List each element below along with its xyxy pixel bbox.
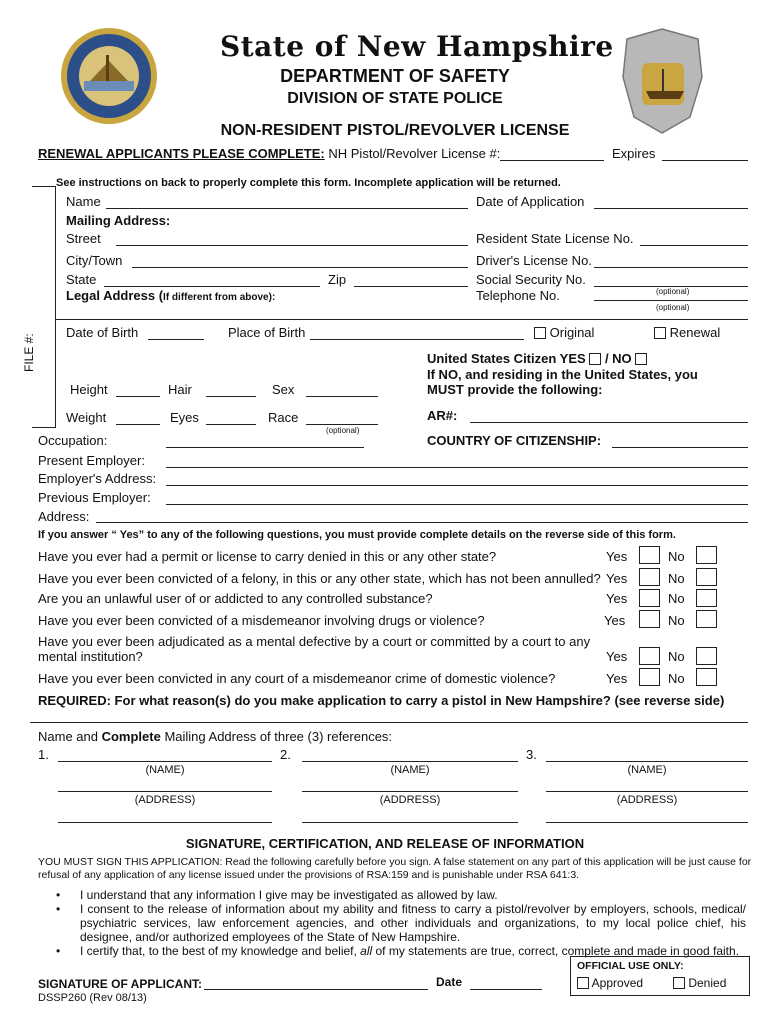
references-intro-a: Name and (38, 729, 102, 744)
signature-date-label: Date (436, 975, 463, 989)
q2-yes-box[interactable] (639, 568, 660, 586)
original-label: Original (549, 325, 595, 340)
approved-checkbox[interactable] (577, 977, 589, 989)
name-label: Name (66, 194, 101, 209)
references-intro-b: Complete (101, 729, 161, 744)
ar-field[interactable] (470, 422, 748, 423)
section-divider-1 (56, 319, 748, 320)
sex-field[interactable] (306, 396, 378, 397)
must-sign-line2: refusal of any application of any license issued under the provisions of RSA:159 and is punishable under RSA 641:3. (38, 869, 580, 881)
ref-3-address-field-2[interactable] (546, 822, 748, 823)
ref-1-address-caption: (ADDRESS) (134, 794, 196, 806)
height-label: Height (70, 382, 108, 397)
q3-no-label: No (668, 591, 685, 606)
certification-bullet-2: • I consent to the release of information about my ability and fitness to carry a pistol/revolver by employers, schools, medical/ psychiatric services, law enforcement agencies, and other individuals and organizations, to my local police chief, his designee, and/or authorized employees of the State of New Hampshire. (80, 902, 746, 944)
ref-2-address-field-2[interactable] (302, 822, 518, 823)
weight-field[interactable] (116, 424, 160, 425)
name-field[interactable] (106, 208, 468, 209)
street-field[interactable] (116, 245, 468, 246)
renewal-expires-label: Expires (612, 146, 656, 161)
question-4: Have you ever been convicted of a misdemeanor involving drugs or violence? (38, 613, 485, 628)
citizen-no-label: / NO (604, 351, 632, 366)
official-use-box (570, 956, 750, 996)
file-number-label: FILE #: (22, 333, 36, 372)
renewal-label: RENEWAL APPLICANTS PLEASE COMPLETE: (38, 146, 325, 161)
state-title: State of New Hampshire (220, 30, 614, 63)
ref-2-address-caption: (ADDRESS) (379, 794, 441, 806)
section-divider-2 (30, 722, 748, 723)
if-no-line2: MUST provide the following: (427, 382, 603, 397)
signature-field[interactable] (204, 989, 428, 990)
q3-yes-box[interactable] (639, 589, 660, 607)
required-reason: REQUIRED: For what reason(s) do you make application to carry a pistol in New Hampshire? (see reverse side) (38, 693, 725, 708)
telephone-optional-note: (optional) (656, 303, 690, 312)
original-option[interactable] (534, 325, 594, 340)
present-employer-field[interactable] (166, 467, 748, 468)
telephone-label: Telephone No. (476, 288, 560, 303)
resident-license-field[interactable] (640, 245, 748, 246)
height-field[interactable] (116, 396, 160, 397)
ref-3-address-caption: (ADDRESS) (616, 794, 678, 806)
renewal-option[interactable] (654, 325, 720, 340)
previous-employer-label: Previous Employer: (38, 490, 151, 505)
legal-address-note: If different from above): (163, 292, 276, 303)
denied-option[interactable] (673, 976, 726, 990)
certification-title: SIGNATURE, CERTIFICATION, AND RELEASE OF INFORMATION (185, 836, 585, 851)
ref-3-name-caption: (NAME) (627, 764, 667, 776)
pob-label: Place of Birth (228, 325, 306, 340)
question-2: Have you ever been convicted of a felony, in this or any other state, which has not been annulled? (38, 571, 601, 586)
ref-3-number: 3. (526, 747, 537, 762)
dob-label: Date of Birth (66, 325, 139, 340)
ref-1-name-caption: (NAME) (145, 764, 185, 776)
state-field[interactable] (104, 286, 320, 287)
citizen-no-checkbox[interactable] (635, 353, 647, 365)
original-checkbox[interactable] (534, 327, 546, 339)
previous-address-field[interactable] (96, 522, 748, 523)
q6-no-box[interactable] (696, 668, 717, 686)
references-intro-c: Mailing Address of three (3) references: (160, 729, 393, 744)
employer-address-label: Employer's Address: (38, 471, 157, 486)
citizen-row (427, 351, 647, 366)
question-3: Are you an unlawful user of or addicted to any controlled substance? (38, 591, 433, 606)
bullet-3-c: of my statements are true, correct, complete and made in good faith. (372, 944, 740, 958)
instructions: See instructions on back to properly complete this form. Incomplete application will be returned. (56, 177, 561, 189)
q4-yes-label: Yes (604, 613, 626, 628)
ref-2-name-caption: (NAME) (390, 764, 430, 776)
mailing-address-label: Mailing Address: (66, 213, 171, 228)
form-id: DSSP260 (Rev 08/13) (38, 992, 147, 1004)
q2-no-box[interactable] (696, 568, 717, 586)
country-label: COUNTRY OF CITIZENSHIP: (427, 433, 602, 448)
approved-option[interactable] (577, 976, 643, 990)
hair-field[interactable] (206, 396, 256, 397)
street-label: Street (66, 231, 101, 246)
zip-label: Zip (328, 272, 347, 287)
drivers-license-field[interactable] (594, 267, 748, 268)
q3-yes-label: Yes (606, 591, 628, 606)
q4-no-label: No (668, 613, 685, 628)
ssn-label: Social Security No. (476, 272, 586, 287)
ref-1-address-field[interactable] (58, 791, 272, 792)
denied-checkbox[interactable] (673, 977, 685, 989)
ref-1-number: 1. (38, 747, 49, 762)
questions-intro: If you answer “ Yes” to any of the following questions, you must provide complete details on the reverse side of this form. (38, 529, 676, 541)
occupation-field[interactable] (166, 447, 364, 448)
q1-no-box[interactable] (696, 546, 717, 564)
q1-yes-label: Yes (606, 549, 628, 564)
eyes-field[interactable] (206, 424, 256, 425)
citizen-yes-checkbox[interactable] (589, 353, 601, 365)
employer-address-field[interactable] (166, 485, 748, 486)
if-no-line1: If NO, and residing in the United States, you (427, 367, 698, 382)
race-optional-note: (optional) (326, 426, 360, 435)
country-field[interactable] (612, 447, 748, 448)
denied-label: Denied (688, 976, 727, 990)
references-intro (38, 729, 392, 744)
q3-no-box[interactable] (696, 589, 717, 607)
ref-2-address-field[interactable] (302, 791, 518, 792)
renewal-license-field[interactable] (500, 160, 604, 161)
date-application-field[interactable] (594, 208, 748, 209)
state-seal (60, 27, 158, 125)
renewal-label-option: Renewal (669, 325, 721, 340)
present-employer-label: Present Employer: (38, 453, 145, 468)
division-title: DIVISION OF STATE POLICE (287, 90, 503, 107)
sex-label: Sex (272, 382, 295, 397)
occupation-label: Occupation: (38, 433, 108, 448)
citizen-label: United States Citizen YES (427, 351, 586, 366)
eyes-label: Eyes (170, 410, 199, 425)
license-title: NON-RESIDENT PISTOL/REVOLVER LICENSE (220, 122, 570, 139)
q2-no-label: No (668, 571, 685, 586)
hair-label: Hair (168, 382, 192, 397)
approved-label: Approved (591, 976, 644, 990)
resident-license-label: Resident State License No. (476, 231, 634, 246)
ref-2-name-field[interactable] (302, 761, 518, 762)
question-5-line1: Have you ever been adjudicated as a mental defective by a court or committed by a court to any (38, 634, 591, 649)
question-1: Have you ever had a permit or license to carry denied in this or any other state? (38, 549, 497, 564)
question-6: Have you ever been convicted in any court of a misdemeanor crime of domestic violence? (38, 671, 556, 686)
ssn-optional-note: (optional) (656, 287, 690, 296)
signature-date-field[interactable] (470, 989, 542, 990)
state-police-badge (620, 27, 705, 135)
ref-1-address-field-2[interactable] (58, 822, 272, 823)
must-sign-line1: YOU MUST SIGN THIS APPLICATION: Read the following carefully before you sign. A false statement on any part of this application will be just cause for (38, 856, 752, 868)
renewal-checkbox[interactable] (654, 327, 666, 339)
q5-no-label: No (668, 649, 685, 664)
q1-yes-box[interactable] (639, 546, 660, 564)
file-bracket (32, 186, 56, 428)
q1-no-label: No (668, 549, 685, 564)
drivers-license-label: Driver's License No. (476, 253, 592, 268)
q6-yes-box[interactable] (639, 668, 660, 686)
q4-yes-box[interactable] (639, 610, 660, 628)
signature-label: SIGNATURE OF APPLICANT: (38, 977, 202, 991)
ref-3-address-field[interactable] (546, 791, 748, 792)
question-5-line2: mental institution? (38, 649, 143, 664)
date-application-label: Date of Application (476, 194, 585, 209)
ref-3-name-field[interactable] (546, 761, 748, 762)
certification-bullet-1: • I understand that any information I give may be investigated as allowed by law. (80, 888, 746, 902)
q5-yes-box[interactable] (639, 647, 660, 665)
dob-field[interactable] (148, 339, 204, 340)
bullet-3-a: I certify that, to the best of my knowledge and belief, (80, 944, 361, 958)
renewal-license-label: NH Pistol/Revolver License #: (328, 146, 501, 161)
weight-label: Weight (66, 410, 107, 425)
official-use-label: OFFICIAL USE ONLY: (577, 960, 684, 972)
telephone-field[interactable] (594, 300, 748, 301)
previous-address-label: Address: (38, 509, 90, 524)
department-title: DEPARTMENT OF SAFETY (280, 66, 510, 86)
ar-label: AR#: (427, 408, 458, 423)
city-label: City/Town (66, 253, 123, 268)
race-field[interactable] (306, 424, 378, 425)
zip-field[interactable] (354, 286, 468, 287)
previous-employer-field[interactable] (166, 504, 748, 505)
q6-yes-label: Yes (606, 671, 628, 686)
renewal-expires-field[interactable] (662, 160, 748, 161)
q4-no-box[interactable] (696, 610, 717, 628)
ref-1-name-field[interactable] (58, 761, 272, 762)
legal-address-label (66, 288, 275, 303)
city-field[interactable] (132, 267, 468, 268)
renewal-row (38, 146, 500, 161)
race-label: Race (268, 410, 299, 425)
q5-no-box[interactable] (696, 647, 717, 665)
bullet-3-b: all (360, 944, 373, 958)
q6-no-label: No (668, 671, 685, 686)
state-label: State (66, 272, 97, 287)
q2-yes-label: Yes (606, 571, 628, 586)
q5-yes-label: Yes (606, 649, 628, 664)
ref-2-number: 2. (280, 747, 291, 762)
pob-field[interactable] (310, 339, 524, 340)
legal-address-bold: Legal Address ( (66, 288, 164, 303)
